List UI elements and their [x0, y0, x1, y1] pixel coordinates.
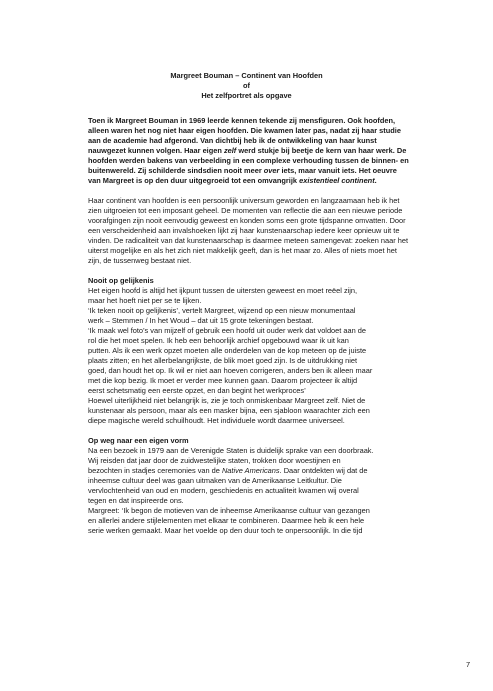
text-line: Hoewel uiterlijkheid niet belangrijk is, zie je toch onmiskenbaar Margreet zelf. Niet de	[88, 396, 366, 405]
text-line: Het eigen hoofd is altijd het ijkpunt tussen de uitersten geweest en moet reëel zijn,	[88, 286, 358, 295]
text-line: met die kop bezig. Ik moet er verder mee kunnen gaan. Daarom projecteer ik altijd	[88, 376, 358, 385]
text-line: maar het hoeft niet per se te lijken.	[88, 296, 202, 305]
text-line: eerst schetsmatig een eerste opzet, en dan begint het werkproces’	[88, 386, 306, 395]
text-line: vervlochtenheid van oud en modern, geschiedenis en actualiteit kwamen wij overal	[88, 486, 359, 495]
paragraph-continent: Haar continent van hoofden is een persoonlijk universum geworden en langzaamaan heb ik het zien uitgroeien tot een imposant geheel. De momenten van reflectie die aan een nieuwe periode voorafgingen zijn nooit eenvoudig geweest en konden soms een grote tijdspanne omvatten. Door een verscheidenheid aan invalshoeken lijkt zij haar kunstenaarschap iedere keer opnieuw uit te vinden. De radicaliteit van dat kunstenaarschap is daarmee meteen samengevat: zoeken naar het uiterst mogelijke en als het zich niet makkelijk geeft, dan is het maar zo. Alles of niets moet het zijn, de tussenweg bestaat niet.	[88, 196, 409, 265]
text-line: werk – Stemmen / In het Woud – dat uit 15 grote tekeningen bestaat.	[88, 316, 314, 325]
text-line: serie werken gemaakt. Maar het voelde op den duur toch te onpersoonlijk. In die tijd	[88, 526, 363, 535]
text-line: en allerlei andere stijlelementen met elkaar te combineren. Daarmee heb ik een hele	[88, 516, 365, 525]
text-line	[88, 466, 410, 476]
intro-text-2: werd stukje bij beetje de kern van haar werk. De hoofden werden bakens van verbeelding in een complexe verhouding tussen de binnen- en buitenwereld. Zij schilderde sindsdien nooit meer	[88, 146, 409, 175]
intro-paragraph	[88, 116, 410, 186]
intro-text-3: iets, maar vanuit iets. Het oeuvre van Margreet is op den duur uitgegroeid tot een omvangrijk	[88, 166, 397, 185]
title-line-1: Margreet Bouman – Continent van Hoofden	[170, 71, 323, 80]
text-line: ‘Ik maak wel foto’s van mijzelf of gebruik een hoofd uit ouder werk dat voldoet aan de	[88, 326, 366, 335]
section-op-weg-body	[88, 446, 410, 536]
text-line: inheemse cultuur deel was gaan uitmaken van de Amerikaanse Leitkultur. Die	[88, 476, 342, 485]
intro-emphasis-zelf: zelf	[223, 146, 237, 155]
title-line-3: Het zelfportret als opgave	[201, 91, 292, 100]
text-line: goed, dan houdt het op. Ik wil er niet aan hoeven corrigeren, anders ben ik alleen maar	[88, 366, 373, 375]
text-line: putten. Als ik een werk opzet moeten alle onderdelen van de kop meteen op de juiste	[88, 346, 367, 355]
text-line: Margreet: ‘Ik begon de motieven van de inheemse Amerikaanse cultuur van gezangen	[88, 506, 370, 515]
text-line: Na een bezoek in 1979 aan de Verenigde Staten is duidelijk sprake van een doorbraak.	[88, 446, 374, 455]
text-line: Wij reisden dat jaar door de zuidwestelijke staten, trokken door woestijnen en	[88, 456, 341, 465]
text-fragment: . Daar ontdekten wij dat de	[279, 466, 368, 475]
document-title	[0, 71, 493, 101]
text-fragment: bezochten in stadjes ceremonies van de	[88, 466, 220, 475]
emphasis-native-americans: Native Americans	[221, 466, 280, 475]
text-line: tegen en dat inspireerde ons.	[88, 496, 184, 505]
text-line: plaats zitten; en het allerbelangrijkste, de blik moet goed zijn. Is de uitdrukking niet	[88, 356, 358, 365]
intro-emphasis-over: over	[263, 166, 280, 175]
title-line-2: of	[243, 81, 250, 90]
intro-emphasis-existentieel: existentieel continent	[299, 176, 375, 185]
intro-text-end: .	[374, 176, 377, 185]
section-heading-op-weg: Op weg naar een eigen vorm	[88, 436, 189, 445]
text-line: diepe magische wereld schuilhoudt. Het individuele wordt daarmee universeel.	[88, 416, 345, 425]
section-heading-nooit-op-gelijkenis: Nooit op gelijkenis	[88, 276, 154, 285]
text-line: kunstenaar als persoon, maar als een masker bijna, een sjabloon waarachter zich een	[88, 406, 370, 415]
text-line: rol die het moet spelen. Ik heb een behoorlijk archief opgebouwd waar ik uit kan	[88, 336, 349, 345]
body-text	[88, 116, 410, 536]
section-nooit-op-gelijkenis-body	[88, 286, 410, 426]
page-number: 7	[466, 660, 471, 669]
text-line: ‘Ik teken nooit op gelijkenis’, vertelt Margreet, wijzend op een nieuw monumentaal	[88, 306, 356, 315]
intro-text-1: Toen ik Margreet Bouman in 1969 leerde kennen tekende zij mensfiguren. Ook hoofden, alleen waren het nog niet haar eigen hoofden. Die kwamen later pas, nadat zij haar studie aan de academie had afgerond. Van dichtbij heb ik de ontwikkeling van haar kunst nauwgezet kunnen volgen. Haar eigen	[88, 116, 401, 155]
